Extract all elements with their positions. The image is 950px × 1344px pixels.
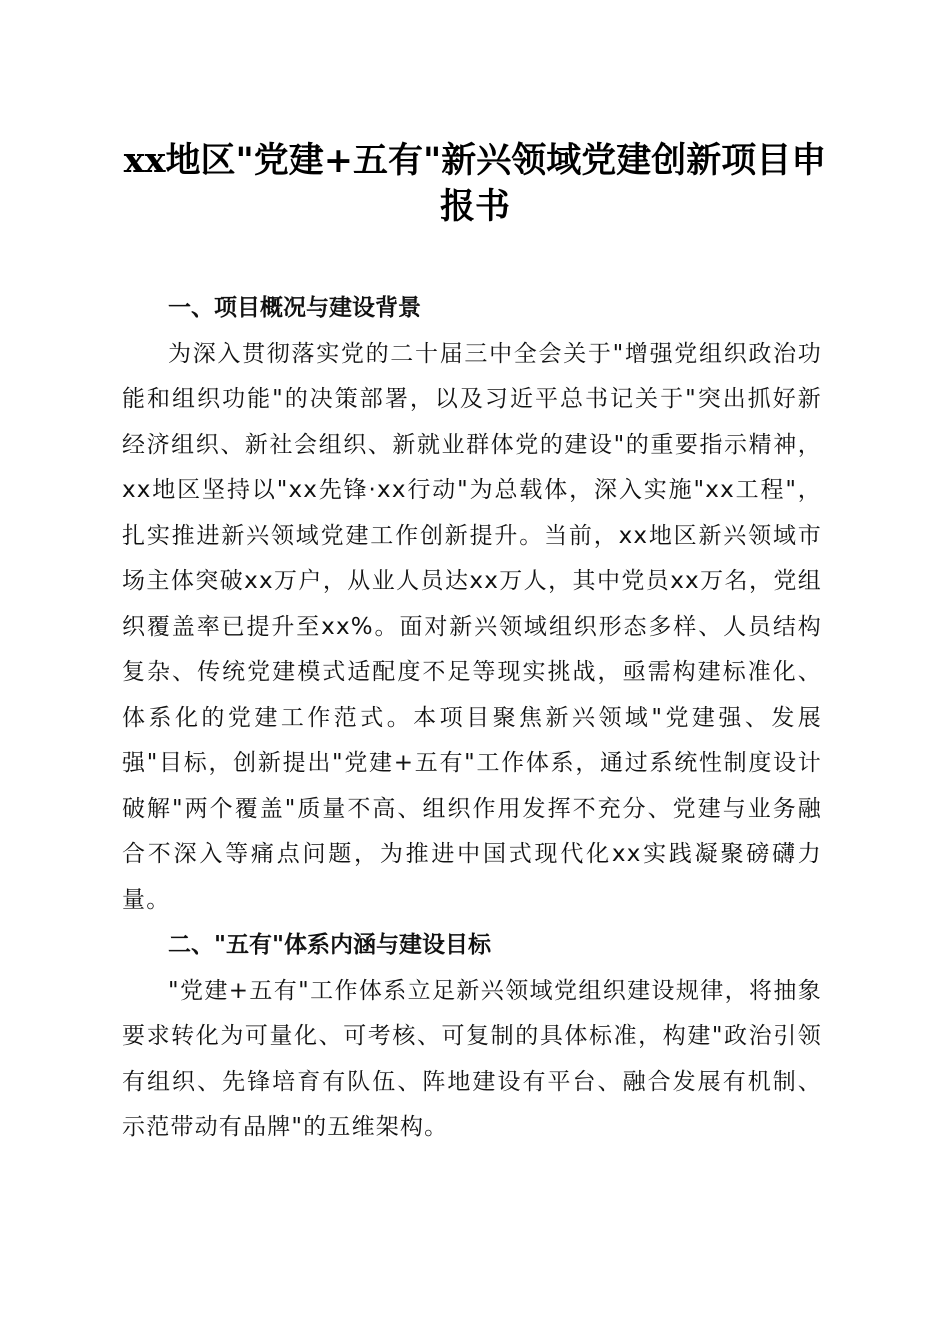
title-line-2: 报书 — [439, 186, 510, 227]
section-2 — [122, 923, 822, 1151]
section-1 — [122, 286, 822, 923]
section-paragraph: "党建+五有"工作体系立足新兴领域党组织建设规律，将抽象要求转化为可量化、可考核、可复制的具体标准，构建"政治引领有组织、先锋培育有队伍、阵地建设有平台、融合发展有机制、示范带动有品牌"的五维架构。 — [122, 977, 822, 1140]
section-heading: 一、项目概况与建设背景 — [168, 295, 421, 321]
document-title — [110, 138, 840, 230]
section-paragraph: 为深入贯彻落实党的二十届三中全会关于"增强党组织政治功能和组织功能"的决策部署，以及习近平总书记关于"突出抓好新经济组织、新社会组织、新就业群体党的建设"的重要指示精神，xx地区坚持以"xx先锋·xx行动"为总载体，深入实施"xx工程"，扎实推进新兴领域党建工作创新提升。当前，xx地区新兴领域市场主体突破xx万户，从业人员达xx万人，其中党员xx万名，党组织覆盖率已提升至xx%。面对新兴领域组织形态多样、人员结构复杂、传统党建模式适配度不足等现实挑战，亟需构建标准化、体系化的党建工作范式。本项目聚焦新兴领域"党建强、发展强"目标，创新提出"党建+五有"工作体系，通过系统性制度设计破解"两个覆盖"质量不高、组织作用发挥不充分、党建与业务融合不深入等痛点问题，为推进中国式现代化xx实践凝聚磅礴力量。 — [122, 340, 822, 913]
title-line-1: xx地区"党建+五有"新兴领域党建创新项目申 — [123, 140, 827, 181]
document-body — [122, 286, 822, 1151]
section-heading: 二、"五有"体系内涵与建设目标 — [168, 932, 491, 958]
